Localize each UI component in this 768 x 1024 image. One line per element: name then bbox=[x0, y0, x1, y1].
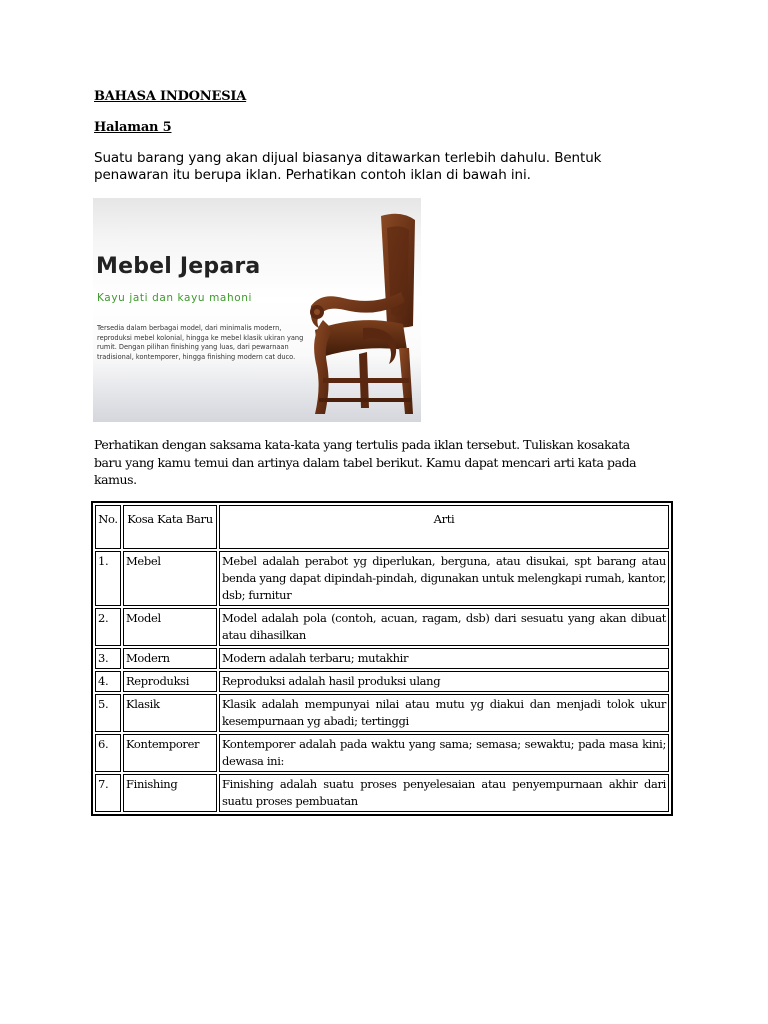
furniture-ad-image bbox=[93, 198, 421, 422]
table-row bbox=[95, 774, 669, 812]
document-title: BAHASA INDONESIA bbox=[94, 89, 247, 104]
vocabulary-table bbox=[91, 501, 673, 816]
row-word: Finishing bbox=[123, 774, 217, 812]
instructions-paragraph: Perhatikan dengan saksama kata-kata yang tertulis pada iklan tersebut. Tuliskan kosakata baru yang kamu temui dan artinya dalam tabel berikut. Kamu dapat mencari arti kata pada kamus. bbox=[94, 437, 637, 487]
row-word: Kontemporer bbox=[123, 734, 217, 772]
row-meaning: Reproduksi adalah hasil produksi ulang bbox=[219, 671, 669, 692]
table-row bbox=[95, 648, 669, 669]
ad-subtitle: Kayu jati dan kayu mahoni bbox=[97, 292, 253, 304]
table-row bbox=[95, 694, 669, 732]
table-row bbox=[95, 608, 669, 646]
row-number: 2. bbox=[95, 608, 121, 646]
page-label: Halaman 5 bbox=[94, 120, 172, 135]
row-word: Klasik bbox=[123, 694, 217, 732]
header-arti: Arti bbox=[219, 505, 669, 549]
table-row bbox=[95, 671, 669, 692]
row-number: 1. bbox=[95, 551, 121, 606]
row-word: Reproduksi bbox=[123, 671, 217, 692]
table-row bbox=[95, 734, 669, 772]
row-meaning: Kontemporer adalah pada waktu yang sama; semasa; sewaktu; pada masa kini; dewasa ini: bbox=[219, 734, 669, 772]
table-header-row bbox=[95, 505, 669, 549]
ad-description: Tersedia dalam berbagai model, dari minimalis modern, reproduksi mebel kolonial, hingga ke mebel klasik ukiran yang rumit. Dengan pilihan finishing yang luas, dari pewarnaan tradisional, kontemporer, hingga finishing modern cat duco. bbox=[97, 324, 304, 361]
row-word: Model bbox=[123, 608, 217, 646]
row-meaning: Modern adalah terbaru; mutakhir bbox=[219, 648, 669, 669]
row-number: 6. bbox=[95, 734, 121, 772]
row-meaning: Mebel adalah perabot yg diperlukan, berguna, atau disukai, spt barang atau benda yang dapat dipindah-pindah, digunakan untuk melengkapi rumah, kantor, dsb; furnitur bbox=[219, 551, 669, 606]
row-number: 3. bbox=[95, 648, 121, 669]
row-word: Mebel bbox=[123, 551, 217, 606]
row-number: 4. bbox=[95, 671, 121, 692]
row-word: Modern bbox=[123, 648, 217, 669]
row-meaning: Finishing adalah suatu proses penyelesaian atau penyempurnaan akhir dari suatu proses pembuatan bbox=[219, 774, 669, 812]
wooden-chair-illustration bbox=[303, 208, 421, 422]
header-kosa-kata: Kosa Kata Baru bbox=[123, 505, 217, 549]
intro-paragraph: Suatu barang yang akan dijual biasanya ditawarkan terlebih dahulu. Bentuk penawaran itu berupa iklan. Perhatikan contoh iklan di bawah ini. bbox=[94, 150, 602, 183]
row-number: 5. bbox=[95, 694, 121, 732]
row-meaning: Model adalah pola (contoh, acuan, ragam, dsb) dari sesuatu yang akan dibuat atau dihasilkan bbox=[219, 608, 669, 646]
table-row bbox=[95, 551, 669, 606]
row-meaning: Klasik adalah mempunyai nilai atau mutu yg diakui dan menjadi tolok ukur kesempurnaan yg abadi; tertinggi bbox=[219, 694, 669, 732]
ad-title: Mebel Jepara bbox=[96, 254, 261, 279]
row-number: 7. bbox=[95, 774, 121, 812]
header-no: No. bbox=[95, 505, 121, 549]
